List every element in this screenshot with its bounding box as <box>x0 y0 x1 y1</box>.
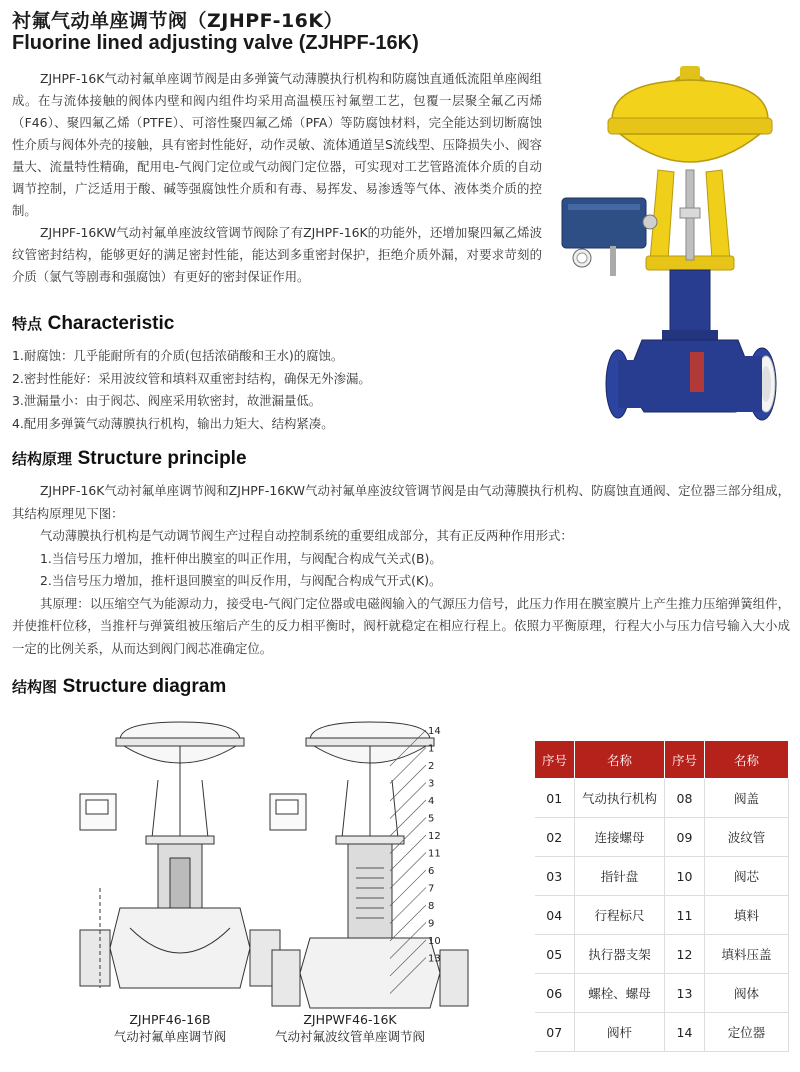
part-name: 填料压盖 <box>705 935 789 974</box>
part-name: 气动执行机构 <box>575 779 665 818</box>
part-number: 01 <box>535 779 575 818</box>
part-name: 波纹管 <box>705 818 789 857</box>
characteristic-title-en: Characteristic <box>47 313 175 334</box>
callout-leader <box>390 853 426 889</box>
title-en: Fluorine lined adjusting valve (ZJHPF-16K) <box>12 32 419 54</box>
intro-paragraph-1: ZJHPF-16K气动衬氟单座调节阀是由多弹簧气动薄膜执行机构和防腐蚀直通低流阻单座阀组成。在与流体接触的阀体内壁和阀内组件均采用高温模压衬氟塑工艺，包覆一层聚全氟乙丙烯（F46）、聚四氟乙烯（PTFE）、可溶性聚四氟乙烯（PFA）等防腐蚀材料，完全能达到切断腐蚀性介质与阀体外壳的接触，具有密封性能好，动作灵敏、流体通道呈S流线型、压降损失小、阀容量大、流量特性精确，配用电-气阀门定位或气动阀门定位器，可实现对工艺管路流体介质的自动调节控制，广泛适用于酸、碱等强腐蚀性介质和有毒、易挥发、易渗透等气体、液体类介质的控制。 <box>12 71 542 218</box>
callout-leader <box>390 800 426 836</box>
structure-title-cn: 结构原理 <box>12 450 73 468</box>
header-name: 名称 <box>575 741 665 779</box>
callout-number: 2 <box>428 761 435 772</box>
callout-number: 3 <box>428 778 435 790</box>
table-row <box>535 818 789 857</box>
characteristic-item: 4.配用多弹簧气动薄膜执行机构，输出力矩大、结构紧凑。 <box>12 415 334 431</box>
left-valve-drawing <box>80 722 280 988</box>
part-number: 03 <box>535 857 575 896</box>
part-name: 阀体 <box>705 974 789 1013</box>
part-number: 07 <box>535 1013 575 1052</box>
parts-table-header <box>535 741 789 779</box>
structure-paragraph: 2.当信号压力增加，推杆退回膜室的叫反作用，与阀配合构成气开式(K)。 <box>40 573 442 588</box>
table-row <box>535 935 789 974</box>
header-no: 序号 <box>535 741 575 779</box>
callout-leader <box>390 765 426 801</box>
part-name: 执行器支架 <box>575 935 665 974</box>
callout-number: 11 <box>428 848 441 860</box>
part-name: 连接螺母 <box>575 818 665 857</box>
intro-paragraph-2: ZJHPF-16KW气动衬氟单座波纹管调节阀除了有ZJHPF-16K的功能外，还增加聚四氟乙烯波纹管密封结构，能够更好的满足密封性能，能达到多重密封保护，拒绝介质外漏，对要求苛刻的介质（氯气等剧毒和强腐蚀）有更好的密封保证作用。 <box>12 225 542 284</box>
structure-title-en: Structure principle <box>77 448 247 469</box>
part-number: 09 <box>665 818 705 857</box>
right-valve-drawing <box>270 722 468 1008</box>
table-row <box>535 1013 789 1052</box>
diagram-title-cn: 结构图 <box>12 678 58 696</box>
characteristic-item: 1.耐腐蚀：几乎能耐所有的介质(包括浓硝酸和王水)的腐蚀。 <box>12 348 344 363</box>
part-name: 填料 <box>705 896 789 935</box>
part-name: 行程标尺 <box>575 896 665 935</box>
structure-paragraph: 其原理：以压缩空气为能源动力，接受电-气阀门定位器或电磁阀输入的气源压力信号，此压力作用在膜室膜片上产生推力压缩弹簧组件，并使推杆位移，当推杆与弹簧组被压缩后产生的反力相平衡时，阀杆就稳定在相应行程上。依照力平衡原理，行程大小与压力信号输入大小成一定的比例关系，从而达到阀门阀芯准确定位。 <box>12 595 790 656</box>
intro-text <box>12 68 542 288</box>
callout-number: 9 <box>428 918 435 930</box>
part-number: 02 <box>535 818 575 857</box>
callout-number: 14 <box>428 726 441 737</box>
callout-leader <box>390 905 426 941</box>
structure-diagram <box>60 718 480 1048</box>
diagram-title-en: Structure diagram <box>62 676 227 697</box>
callout-number: 1 <box>428 743 435 755</box>
header-name: 名称 <box>705 741 789 779</box>
callout-leader <box>390 783 426 819</box>
part-number: 06 <box>535 974 575 1013</box>
structure-heading <box>12 448 247 470</box>
table-row <box>535 779 789 818</box>
callout-number: 4 <box>428 796 435 807</box>
part-number: 13 <box>665 974 705 1013</box>
part-name: 螺栓、螺母 <box>575 974 665 1013</box>
part-number: 10 <box>665 857 705 896</box>
part-number: 11 <box>665 896 705 935</box>
callout-number: 7 <box>428 883 435 895</box>
callout-number: 10 <box>428 936 441 947</box>
right-diagram-caption <box>240 1012 460 1045</box>
diagram-heading <box>12 676 226 698</box>
structure-paragraph: 气动薄膜执行机构是气动调节阀生产过程自动控制系统的重要组成部分，其有正反两种作用形式： <box>40 528 573 543</box>
characteristic-item: 2.密封性能好：采用波纹管和填料双重密封结构，确保无外渗漏。 <box>12 370 371 386</box>
callout-number: 12 <box>428 831 441 842</box>
callout-number: 5 <box>428 813 435 825</box>
part-number: 14 <box>665 1013 705 1052</box>
callout-leader <box>390 888 426 924</box>
part-name: 阀杆 <box>575 1013 665 1052</box>
right-model: ZJHPWF46-16K <box>303 1012 397 1027</box>
part-number: 04 <box>535 896 575 935</box>
valve-product-image <box>550 60 795 430</box>
characteristic-heading <box>12 313 174 335</box>
part-name: 指针盘 <box>575 857 665 896</box>
characteristic-title-cn: 特点 <box>12 315 43 333</box>
part-name: 定位器 <box>705 1013 789 1052</box>
header-no: 序号 <box>665 741 705 779</box>
left-model: ZJHPF46-16B <box>129 1012 211 1027</box>
structure-paragraph: 1.当信号压力增加，推杆伸出膜室的叫正作用，与阀配合构成气关式(B)。 <box>40 550 442 566</box>
part-name: 阀芯 <box>705 857 789 896</box>
title-cn: 衬氟气动单座调节阀（ZJHPF-16K） <box>12 10 344 32</box>
characteristic-item: 3.泄漏量小：由于阀芯、阀座采用软密封，故泄漏量低。 <box>12 393 322 408</box>
parts-table <box>534 740 789 1052</box>
part-number: 12 <box>665 935 705 974</box>
part-number: 08 <box>665 779 705 818</box>
part-number: 05 <box>535 935 575 974</box>
table-row <box>535 857 789 896</box>
left-name: 气动衬氟单座调节阀 <box>113 1029 227 1044</box>
structure-text <box>12 480 790 660</box>
callout-number: 13 <box>428 953 441 965</box>
table-row <box>535 896 789 935</box>
table-row <box>535 974 789 1013</box>
callout-number: 6 <box>428 866 435 877</box>
part-name: 阀盖 <box>705 779 789 818</box>
callout-number: 8 <box>428 901 435 912</box>
callout-leader <box>390 870 426 906</box>
structure-paragraph: ZJHPF-16K气动衬氟单座调节阀和ZJHPF-16KW气动衬氟单座波纹管调节阀是由气动薄膜执行机构、防腐蚀直通阀、定位器三部分组成，其结构原理见下图： <box>12 483 790 521</box>
characteristic-list <box>12 345 552 435</box>
right-name: 气动衬氟波纹管单座调节阀 <box>274 1029 425 1044</box>
